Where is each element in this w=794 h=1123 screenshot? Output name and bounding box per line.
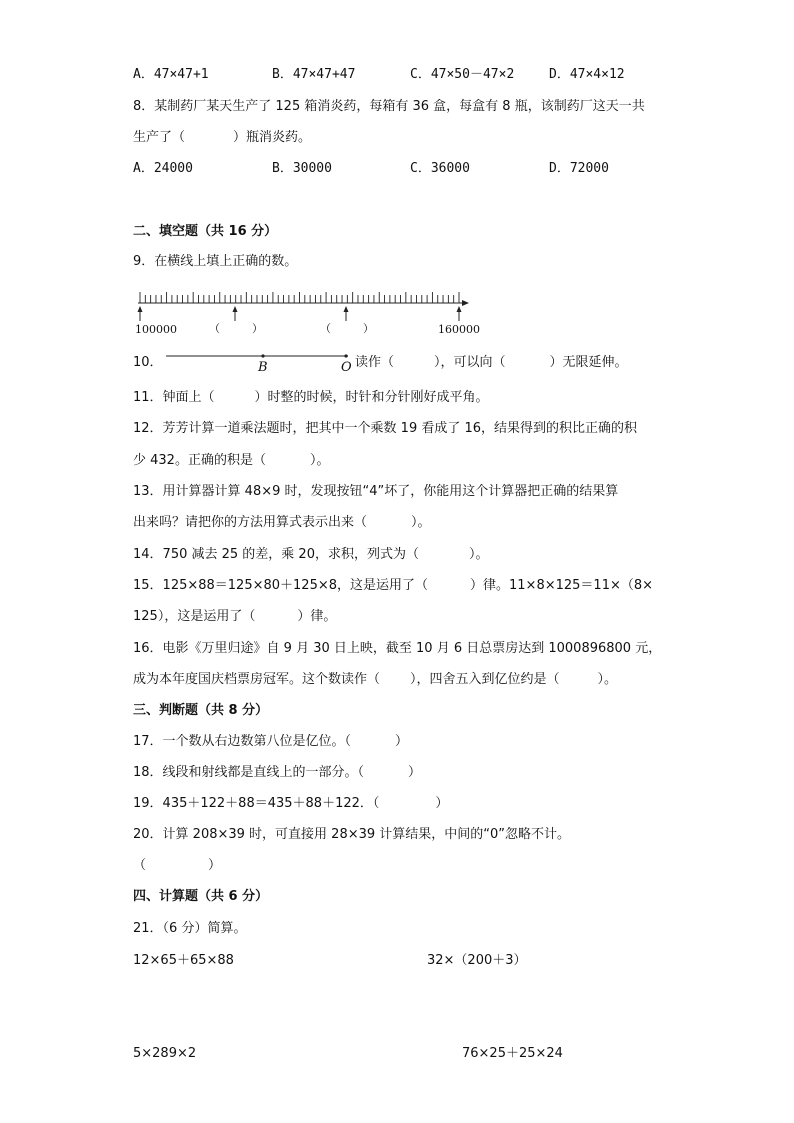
point-o-dot xyxy=(344,354,347,357)
q11-text-b: ）时整的时候，时针和分针刚好成平角。 xyxy=(254,390,489,405)
q20-text-a: （ xyxy=(133,858,147,873)
number-line-arrowhead xyxy=(462,300,469,306)
q15-line-2 xyxy=(133,608,336,626)
q17 xyxy=(133,733,408,751)
q19-text-a: 19．435＋122＋88＝435＋88＋122．（ xyxy=(133,796,380,811)
q12-line-2 xyxy=(133,452,329,470)
q7-option-c: C．47×50－47×2 xyxy=(410,67,515,82)
q15-line-1 xyxy=(133,577,653,595)
q14-text-b: ）。 xyxy=(468,547,489,562)
q7-option-b: B．47×47+47 xyxy=(272,67,356,82)
q8-line-2 xyxy=(133,129,311,147)
q11 xyxy=(133,389,489,407)
number-line-pointer-arrows xyxy=(138,306,462,321)
q9-blank-1[interactable] xyxy=(209,320,263,338)
q21-expression-3: 5×289×2 xyxy=(133,1046,197,1061)
section-3-heading: 三、判断题（共 8 分） xyxy=(133,703,269,718)
q15-text-d: ）律。 xyxy=(297,609,337,624)
q12-line-1: 12．芳芳计算一道乘法题时，把其中一个乘数 19 看成了 16，结果得到的积比正确的积 xyxy=(133,421,638,436)
q9-number-line xyxy=(0,283,794,343)
number-line-ticks xyxy=(140,292,459,303)
q18 xyxy=(133,764,421,782)
q14 xyxy=(133,546,488,564)
q9-blank-1-open: （ xyxy=(209,322,220,335)
q8-option-b: B．30000 xyxy=(272,161,332,176)
q18-text-a: 18．线段和射线都是直线上的一部分。（ xyxy=(133,765,365,780)
q8-option-a: A．24000 xyxy=(133,161,193,176)
q15-text-b: ）律。11×8×125＝11×（8× xyxy=(470,578,654,593)
q20-line-2 xyxy=(133,857,221,875)
q16-text-b: ），四舍五入到亿位约是（ xyxy=(410,672,560,687)
q17-text-a: 17．一个数从右边数第八位是亿位。（ xyxy=(133,734,352,749)
q9-start-label: 100000 xyxy=(135,323,177,336)
q15-text-a: 15．125×88＝125×80＋125×8，这是运用了（ xyxy=(133,578,429,593)
q21-expression-1: 12×65＋65×88 xyxy=(133,953,234,968)
q10-text-a: 读作（ xyxy=(355,355,395,370)
q13-line-2 xyxy=(133,514,431,532)
q14-text-a: 14．750 减去 25 的差，乘 20，求积，列式为（ xyxy=(133,547,419,562)
q8-option-c: C．36000 xyxy=(410,161,470,176)
q10-point-o-label: O xyxy=(341,360,352,375)
q13-text-a: 出来吗？请把你的方法用算式表示出来（ xyxy=(133,515,368,530)
section-2-heading: 二、填空题（共 16 分） xyxy=(133,224,278,239)
q18-text-b: ） xyxy=(408,765,422,780)
q8-line-1: 8．某制药厂某天生产了 125 箱消炎药，每箱有 36 盒，每盒有 8 瓶，该制药厂这天一共 xyxy=(133,99,645,114)
q15-text-c: 125），这是运用了（ xyxy=(133,609,256,624)
q7-option-a: A．47×47+1 xyxy=(133,67,209,82)
q9-blank-2-close: ） xyxy=(363,322,374,335)
q10-text-b: ），可以向（ xyxy=(434,355,506,370)
q9-end-label: 160000 xyxy=(438,323,480,336)
q12-text-a: 少 432。正确的积是（ xyxy=(133,453,266,468)
q12-text-b: ）。 xyxy=(309,453,330,468)
section-4-heading: 四、计算题（共 6 分） xyxy=(133,889,269,904)
q21-expression-2: 32×（200＋3） xyxy=(427,953,527,968)
q16-text-a: 成为本年度国庆档票房冠军。这个数读作（ xyxy=(133,672,381,687)
q9-blank-1-close: ） xyxy=(252,322,263,335)
q10-text-c: ）无限延伸。 xyxy=(549,355,628,370)
q21-stem: 21．（6 分）简算。 xyxy=(133,921,247,936)
q13-text-b: ）。 xyxy=(411,515,431,530)
q16-line-2 xyxy=(133,671,617,689)
q8-text-b: ）瓶消炎药。 xyxy=(233,130,312,145)
q13-line-1: 13．用计算器计算 48×9 时，发现按钮“4”坏了，你能用这个计算器把正确的结果算 xyxy=(133,484,619,499)
q7-option-d: D．47×4×12 xyxy=(549,67,625,82)
q9-stem: 9．在横线上填上正确的数。 xyxy=(133,254,298,269)
q9-blank-2[interactable] xyxy=(320,320,374,338)
q9-blank-2-open: （ xyxy=(320,322,331,335)
q16-line-1: 16．电影《万里归途》自 9 月 30 日上映，截至 10 月 6 日总票房达到 1000896800 元， xyxy=(133,641,662,656)
q10-text xyxy=(355,354,628,372)
q17-text-b: ） xyxy=(395,734,409,749)
q10-number: 10． xyxy=(133,355,163,370)
q20-text-b: ） xyxy=(208,858,222,873)
q20-line-1: 20．计算 208×39 时，可直接用 28×39 计算结果，中间的“0”忽略不计。 xyxy=(133,827,571,842)
q11-text-a: 11．钟面上（ xyxy=(133,390,215,405)
q10-point-b-label: B xyxy=(258,360,268,375)
q19-text-b: ） xyxy=(435,796,449,811)
point-b-dot xyxy=(261,354,264,357)
q16-text-c: ）。 xyxy=(597,672,618,687)
q21-expression-4: 76×25＋25×24 xyxy=(462,1046,563,1061)
q19 xyxy=(133,795,448,813)
q8-option-d: D．72000 xyxy=(549,161,609,176)
q8-text-a: 生产了（ xyxy=(133,130,186,145)
